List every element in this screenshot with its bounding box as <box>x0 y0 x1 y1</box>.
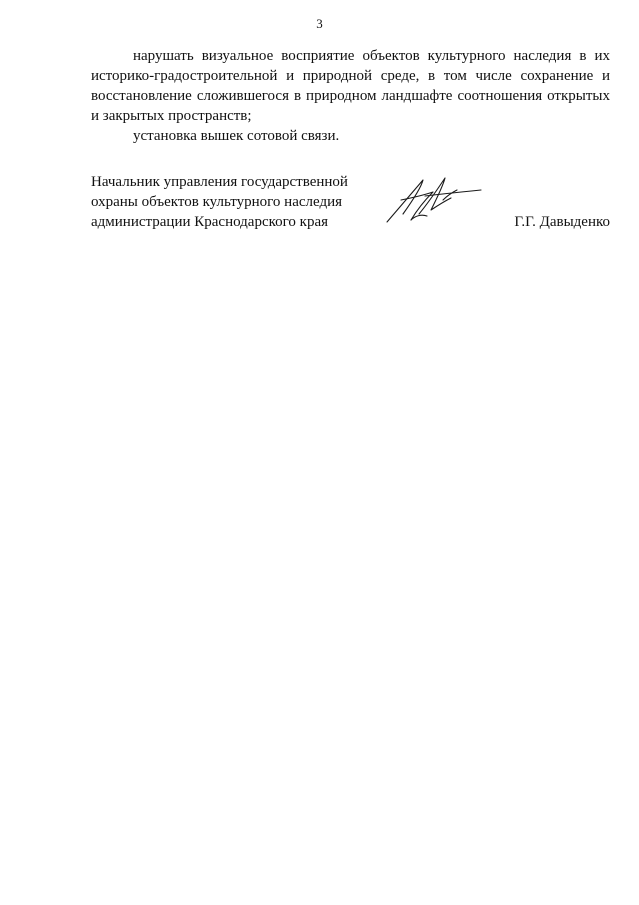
position-line: администрации Краснодарского края <box>91 214 329 230</box>
paragraph: нарушать визуальное восприятие объектов культурного наследия в их историко-градостроительной и природной среде, в том числе сохранение и восстановление сложившегося в природном ландшафте соотношения открытых и закрытых пространств; <box>91 48 610 124</box>
paragraph: установка вышек сотовой связи. <box>133 128 340 144</box>
position-line: Начальник управления государственной <box>91 174 348 190</box>
document-body <box>91 46 610 146</box>
signer-name: Г.Г. Давыденко <box>514 214 610 230</box>
signature-block <box>91 172 610 232</box>
signer-position <box>91 172 348 232</box>
handwritten-signature <box>381 170 501 230</box>
position-line: охраны объектов культурного наследия <box>91 194 343 210</box>
page-number: 3 <box>316 16 323 31</box>
